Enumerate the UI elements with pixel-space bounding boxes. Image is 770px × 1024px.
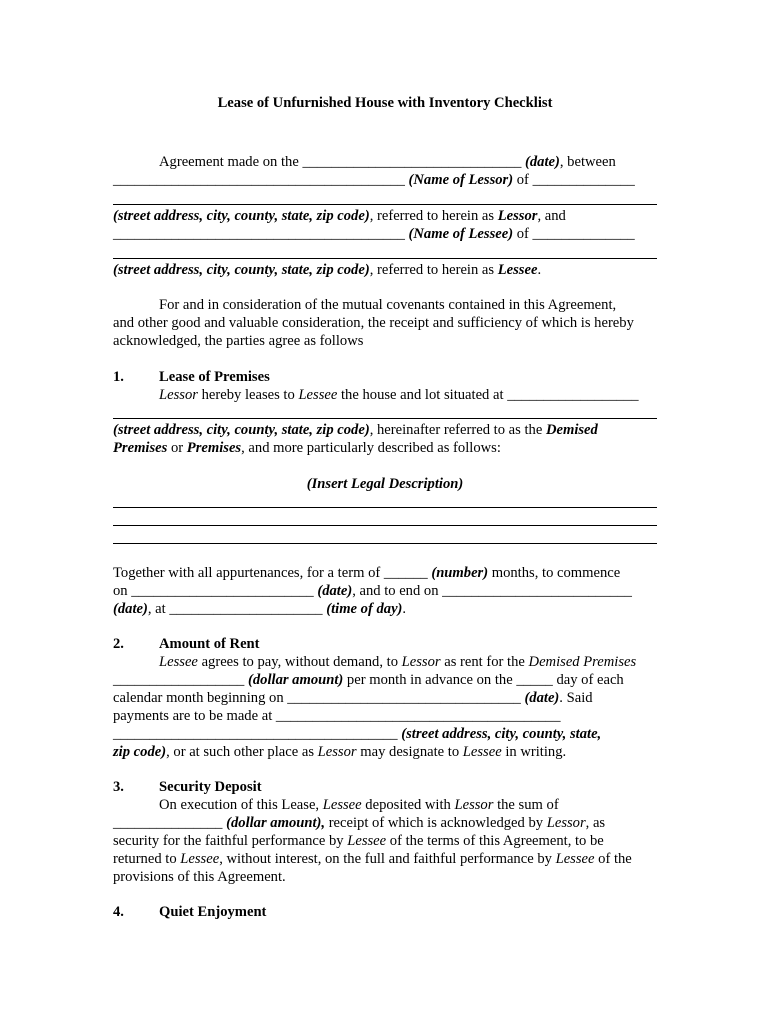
consideration-line-3: acknowledged, the parties agree as follows <box>113 333 364 349</box>
s2-line-3: calendar month beginning on ________________________________ (date). Said <box>113 690 593 706</box>
s3-line-4: returned to Lessee, without interest, on the full and faithful performance by Lessee of the <box>113 851 632 867</box>
s2-line-2: __________________ (dollar amount) per month in advance on the _____ day of each <box>113 672 624 688</box>
section-3-number: 3. <box>113 779 124 795</box>
section-4-number: 4. <box>113 904 124 920</box>
blank-line-premises-address <box>113 418 657 419</box>
consideration-line-1: For and in consideration of the mutual covenants contained in this Agreement, <box>159 297 617 313</box>
s2-line-4: payments are to be made at _______________________________________ <box>113 708 561 724</box>
legal-description-line-2 <box>113 525 657 526</box>
intro-line-1: Agreement made on the ______________________________ (date), between <box>159 154 616 170</box>
s2-line-1: Lessee agrees to pay, without demand, to Lessor as rent for the Demised Premises <box>159 654 637 670</box>
s3-line-3: security for the faithful performance by Lessee of the terms of this Agreement, to be <box>113 833 604 849</box>
s2-line-6: zip code), or at such other place as Lessor may designate to Lessee in writing. <box>113 744 567 760</box>
intro-line-4: (street address, city, county, state, zip code), referred to herein as Lessor, and <box>113 208 566 224</box>
s3-line-1: On execution of this Lease, Lessee deposited with Lessor the sum of <box>159 797 559 813</box>
intro-line-7: (street address, city, county, state, zip code), referred to herein as Lessee. <box>113 262 542 278</box>
legal-description-label: (Insert Legal Description) <box>306 476 464 492</box>
section-1-heading: Lease of Premises <box>159 369 270 385</box>
intro-line-2: ________________________________________ (Name of Lessor) of ______________ <box>113 172 635 188</box>
section-4-heading: Quiet Enjoyment <box>159 904 267 920</box>
intro-line-5: ________________________________________ (Name of Lessee) of ______________ <box>113 226 635 242</box>
s1-term-line-2: on _________________________ (date), and to end on __________________________ <box>113 583 632 599</box>
s1-term-line-3: (date), at _____________________ (time of day). <box>113 601 407 617</box>
blank-line-lessor-address <box>113 204 657 205</box>
section-2-number: 2. <box>113 636 124 652</box>
document-title: Lease of Unfurnished House with Inventory Checklist <box>217 95 553 111</box>
consideration-line-2: and other good and valuable consideration, the receipt and sufficiency of which is hereby <box>113 315 634 331</box>
section-2-heading: Amount of Rent <box>159 636 260 652</box>
legal-description-line-3 <box>113 543 657 544</box>
blank-line-lessee-address <box>113 258 657 259</box>
s1-line-4: Premises or Premises, and more particularly described as follows: <box>113 440 501 456</box>
s2-line-5: _______________________________________ (street address, city, county, state, <box>113 726 602 742</box>
s1-term-line-1: Together with all appurtenances, for a term of ______ (number) months, to commence <box>113 565 621 581</box>
s3-line-5: provisions of this Agreement. <box>113 869 286 885</box>
s1-line-1: Lessor hereby leases to Lessee the house and lot situated at __________________ <box>159 387 639 403</box>
legal-description-line-1 <box>113 507 657 508</box>
section-1-number: 1. <box>113 369 124 385</box>
s1-line-3: (street address, city, county, state, zip code), hereinafter referred to as the Demised <box>113 422 598 438</box>
section-3-heading: Security Deposit <box>159 779 262 795</box>
s3-line-2: _______________ (dollar amount), receipt of which is acknowledged by Lessor, as <box>113 815 606 831</box>
